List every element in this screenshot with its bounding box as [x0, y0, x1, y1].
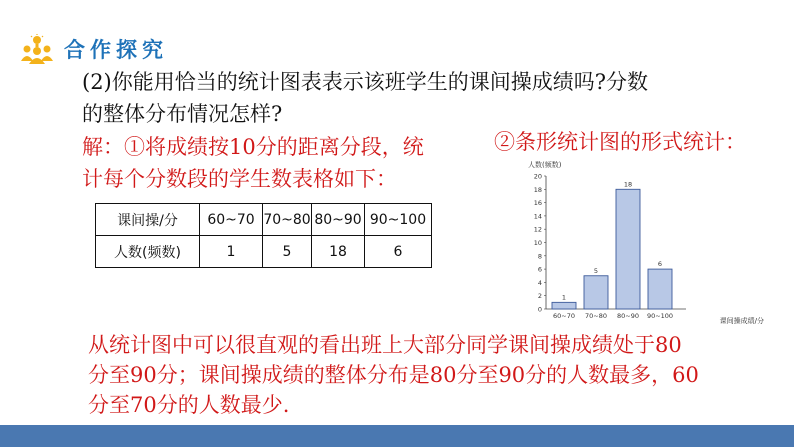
y-tick-label: 4	[537, 278, 542, 287]
y-tick-label: 0	[537, 305, 542, 314]
x-tick-label: 80~90	[617, 312, 639, 320]
table-cell: 70~80	[263, 204, 312, 236]
section-header	[20, 32, 168, 66]
table-row	[96, 236, 432, 268]
y-tick-label: 2	[537, 292, 542, 301]
y-tick-label: 14	[533, 212, 542, 221]
table-cell: 18	[312, 236, 365, 268]
bar-value-label: 6	[657, 260, 663, 269]
bar-value-label: 1	[561, 293, 567, 302]
conclusion-line-2: 分至90分；课间操成绩的整体分布是80分至90分的人数最多，60	[88, 363, 699, 387]
y-tick-label: 10	[533, 239, 542, 247]
conclusion-line-3: 分至70分的人数最少.	[88, 393, 290, 417]
question-line-1: (2)你能用恰当的统计图表表示该班学生的课间操成绩吗?分数	[82, 70, 649, 94]
bar-value-label: 5	[593, 266, 599, 275]
chart-ylabel: 人数(频数)	[528, 161, 562, 169]
bar-chart	[528, 158, 768, 330]
frequency-table	[95, 203, 432, 268]
y-tick-label: 12	[533, 225, 542, 234]
y-tick-label: 8	[537, 252, 542, 261]
x-tick-label: 70~80	[585, 312, 607, 320]
bar-value-label: 18	[623, 180, 633, 189]
chart-xlabel: 课间操成绩/分	[719, 317, 764, 325]
question-line-2: 的整体分布情况怎样?	[82, 102, 283, 126]
table-cell: 80~90	[312, 204, 365, 236]
conclusion-line-1: 从统计图中可以很直观的看出班上大部分同学课间操成绩处于80	[88, 333, 682, 357]
solution-line-2: 计每个分数段的学生数表格如下：	[82, 167, 397, 191]
conclusion-text	[88, 330, 778, 420]
x-tick-label: 90~100	[646, 312, 674, 320]
question-text	[82, 66, 772, 130]
table-cell: 90~100	[365, 204, 432, 236]
people-lightbulb-icon	[20, 34, 54, 64]
table-row	[96, 204, 432, 236]
y-tick-label: 6	[537, 265, 542, 274]
table-header-cell: 课间操/分	[96, 204, 200, 236]
chart-heading: ②条形统计图的形式统计：	[494, 130, 746, 154]
chart-bar	[552, 302, 576, 309]
solution-text	[82, 131, 482, 195]
solution-line-1: 解：①将成绩按10分的距离分段，统	[82, 135, 424, 159]
table-cell: 5	[263, 236, 312, 268]
table-cell: 1	[200, 236, 263, 268]
y-tick-label: 16	[533, 199, 542, 208]
table-cell: 60~70	[200, 204, 263, 236]
chart-bar	[584, 276, 608, 309]
table-header-cell: 人数(频数)	[96, 236, 200, 268]
y-tick-label: 20	[533, 172, 542, 181]
table-cell: 6	[365, 236, 432, 268]
chart-bar	[616, 189, 640, 309]
footer-bar	[0, 425, 794, 447]
section-title: 合作探究	[64, 38, 168, 62]
x-tick-label: 60~70	[553, 312, 575, 320]
chart-bar	[648, 269, 672, 309]
y-tick-label: 18	[533, 185, 542, 194]
